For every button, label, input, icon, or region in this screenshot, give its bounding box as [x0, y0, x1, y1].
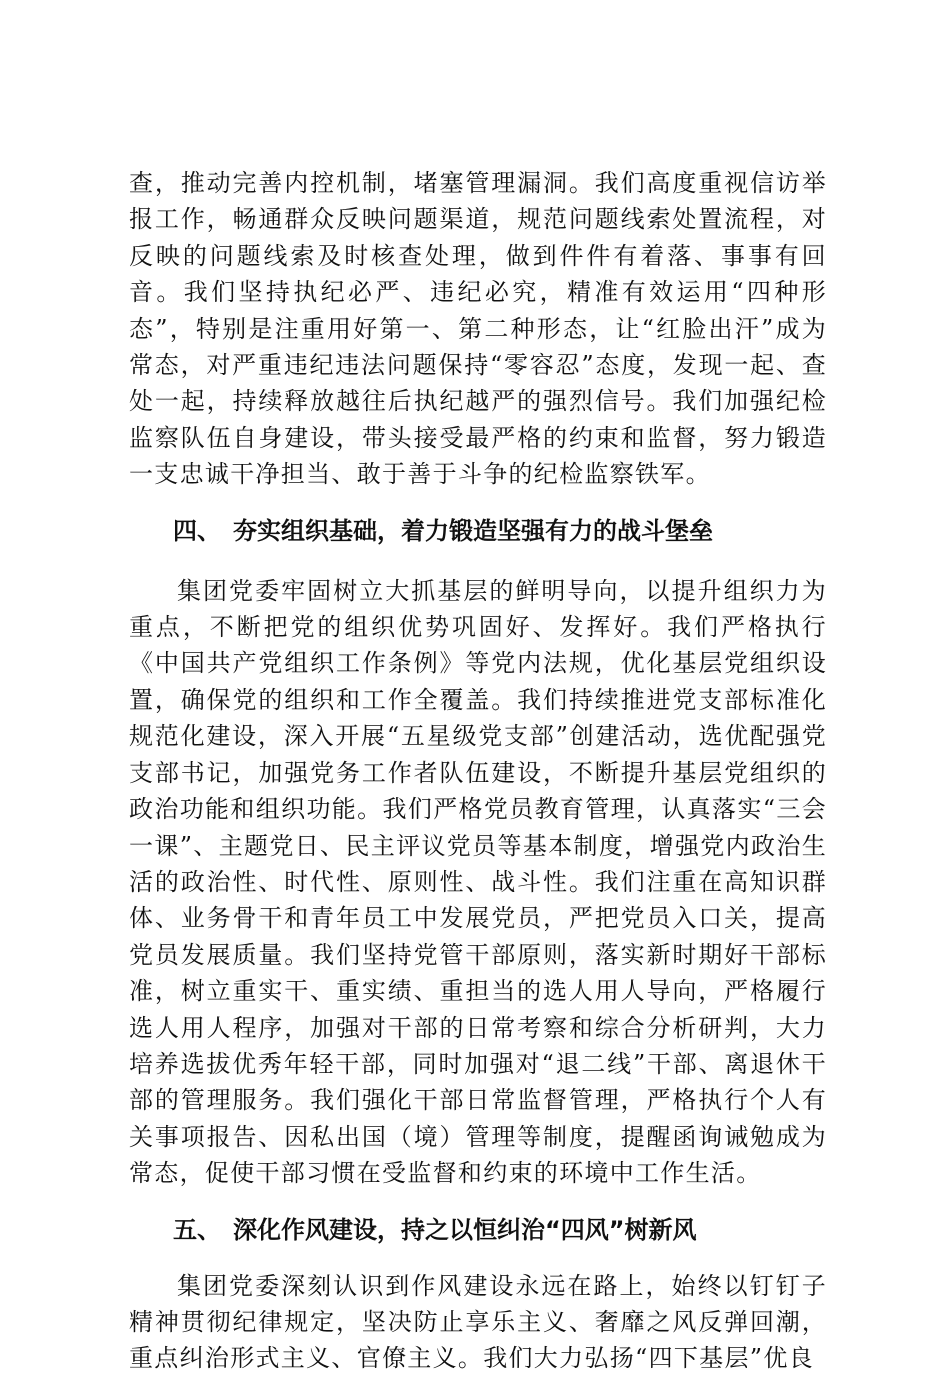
section-heading-5: [129, 1212, 827, 1248]
paragraph-organization-building: 集团党委牢固树立大抓基层的鲜明导向，以提升组织力为重点，不断把党的组织优势巩固好、发挥好。我们严格执行《中国共产党组织工作条例》等党内法规，优化基层党组织设置，确保党的组织和工作全覆盖。我们持续推进党支部标准化规范化建设，深入开展“五星级党支部”创建活动，选优配强党支部书记，加强党务工作者队伍建设，不断提升基层党组织的政治功能和组织功能。我们严格党员教育管理，认真落实“三会一课”、主题党日、民主评议党员等基本制度，增强党内政治生活的政治性、时代性、原则性、战斗性。我们注重在高知识群体、业务骨干和青年员工中发展党员，严把党员入口关，提高党员发展质量。我们坚持党管干部原则，落实新时期好干部标准，树立重实干、重实绩、重担当的选人用人导向，严格履行选人用人程序，加强对干部的日常考察和综合分析研判，大力培养选拔优秀年轻干部，同时加强对“退二线”干部、离退休干部的管理服务。我们强化干部日常监督管理，严格执行个人有关事项报告、因私出国（境）管理等制度，提醒函询诫勉成为常态，促使干部习惯在受监督和约束的环境中工作生活。: [129, 576, 827, 1188]
section-title: 深化作风建设，持之以恒纠治“四风”树新风: [233, 1215, 697, 1244]
paragraph-discipline-inspection: 查，推动完善内控机制，堵塞管理漏洞。我们高度重视信访举报工作，畅通群众反映问题渠道，规范问题线索处置流程，对反映的问题线索及时核查处理，做到件件有着落、事事有回音。我们坚持执纪必严、违纪必究，精准有效运用“四种形态”，特别是注重用好第一、第二种形态，让“红脸出汗”成为常态，对严重违纪违法问题保持“零容忍”态度，发现一起、查处一起，持续释放越往后执纪越严的强烈信号。我们加强纪检监察队伍自身建设，带头接受最严格的约束和监督，努力锻造一支忠诚干净担当、敢于善于斗争的纪检监察铁军。: [129, 169, 827, 489]
section-number: 五、: [173, 1215, 221, 1244]
section-title: 夯实组织基础，着力锻造坚强有力的战斗堡垒: [233, 516, 713, 545]
section-number: 四、: [173, 516, 221, 545]
paragraph-work-style: 集团党委深刻认识到作风建设永远在路上，始终以钉钉子精神贯彻纪律规定，坚决防止享乐主义、奢靡之风反弹回潮，重点纠治形式主义、官僚主义。我们大力弘扬“四下基层”优良: [129, 1271, 827, 1373]
section-heading-4: [129, 513, 827, 549]
document-body: [129, 165, 827, 1377]
